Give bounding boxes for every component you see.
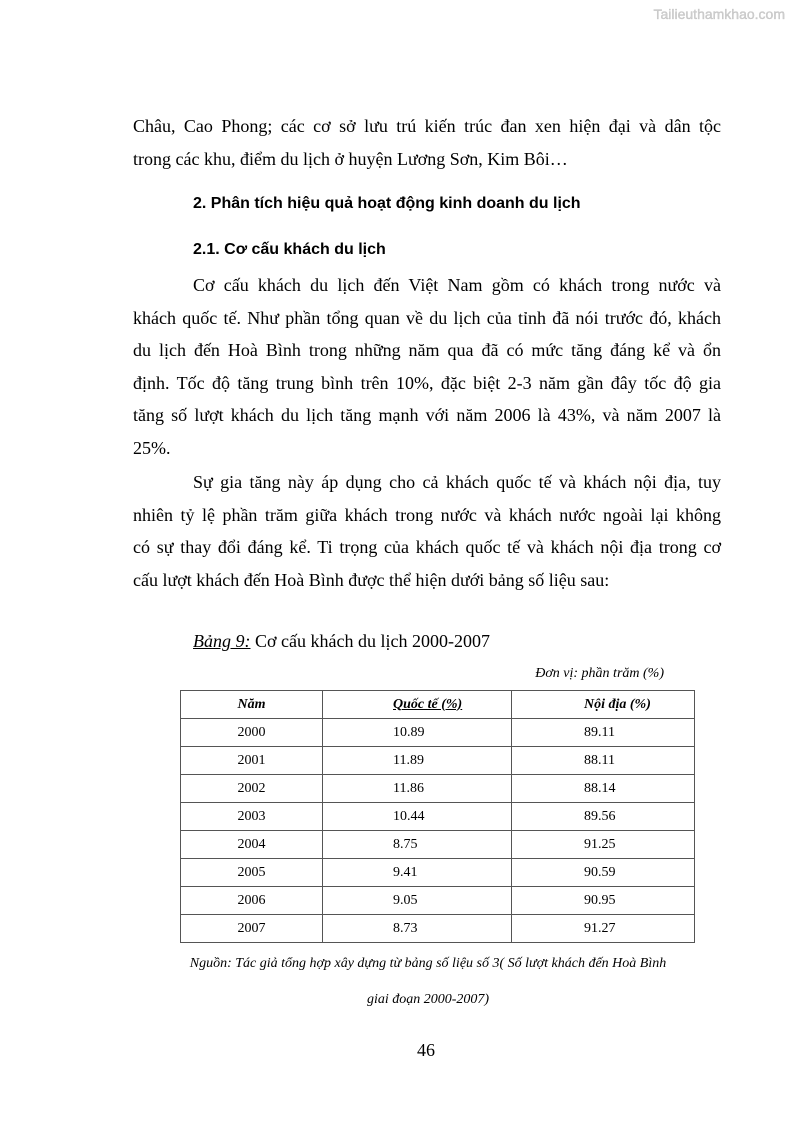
text-line: nhiên tỷ lệ phần trăm giữa khách trong nước và khách nước ngoài lại không [133,504,721,525]
subsection-heading: 2.1. Cơ cấu khách du lịch [193,241,386,258]
table-row [181,831,695,859]
header-international-label: Quốc tế (%) [393,696,463,712]
cell-year: 2004 [181,831,323,859]
text-line: có sự thay đổi đáng kể. Ti trọng của khách quốc tế và khách nội địa trong cơ [133,537,721,558]
cell-international: 11.89 [323,747,512,775]
text-line: 25%. [133,437,171,458]
cell-domestic: 88.11 [512,747,695,775]
text-line: du lịch đến Hoà Bình trong những năm qua đã có mức tăng đáng kể và ổn [133,340,721,361]
cell-domestic: 88.14 [512,775,695,803]
cell-year: 2001 [181,747,323,775]
table-caption-title: Cơ cấu khách du lịch 2000-2007 [250,631,490,651]
table-unit: Đơn vị: phần trăm (%) [535,666,664,681]
table-row [181,859,695,887]
data-table [180,690,695,943]
source-note [140,946,716,1018]
header-year: Năm [181,691,323,719]
intro-paragraph [133,110,721,175]
header-international [323,691,512,719]
cell-year: 2005 [181,859,323,887]
table-row [181,803,695,831]
source-note-line: giai đoạn 2000-2007) [366,992,490,1007]
cell-international: 10.44 [323,803,512,831]
cell-domestic: 89.11 [512,719,695,747]
cell-international: 9.41 [323,859,512,887]
text-line: tăng số lượt khách du lịch tăng mạnh với năm 2006 là 43%, và năm 2007 là [133,405,721,426]
section-heading: 2. Phân tích hiệu quả hoạt động kinh doanh du lịch [193,195,581,212]
cell-domestic: 90.95 [512,887,695,915]
text-line: khách quốc tế. Như phần tổng quan về du lịch của tỉnh đã nói trước đó, khách [133,307,721,328]
cell-year: 2003 [181,803,323,831]
text-line: cấu lượt khách đến Hoà Bình được thể hiện dưới bảng số liệu sau: [133,569,610,590]
paragraph-1 [133,269,721,465]
table-caption-label: Bảng 9: [193,631,251,651]
text-line: trong các khu, điểm du lịch ở huyện Lương Sơn, Kim Bôi… [133,148,568,169]
table-header-row [181,691,695,719]
cell-international: 8.75 [323,831,512,859]
cell-year: 2006 [181,887,323,915]
cell-international: 8.73 [323,915,512,943]
cell-year: 2007 [181,915,323,943]
text-line: Châu, Cao Phong; các cơ sở lưu trú kiến trúc đan xen hiện đại và dân tộc [133,116,721,136]
cell-domestic: 91.27 [512,915,695,943]
watermark: Tailieuthamkhao.com [653,6,785,22]
table-row [181,887,695,915]
text-line: định. Tốc độ tăng trung bình trên 10%, đặc biệt 2-3 năm gần đây tốc độ gia [133,372,721,393]
cell-domestic: 90.59 [512,859,695,887]
cell-year: 2000 [181,719,323,747]
cell-domestic: 89.56 [512,803,695,831]
table-row [181,719,695,747]
page-number: 46 [417,1040,435,1060]
cell-international: 11.86 [323,775,512,803]
table-caption [193,631,490,652]
table-row [181,747,695,775]
table-row [181,915,695,943]
paragraph-2 [133,466,721,596]
header-domestic: Nội địa (%) [512,691,695,719]
cell-international: 9.05 [323,887,512,915]
source-note-line: Nguồn: Tác giả tổng hợp xây dựng từ bảng số liệu số 3( Số lượt khách đến Hoà Bình [189,956,667,971]
text-line: Cơ cấu khách du lịch đến Việt Nam gồm có khách trong nước và [193,275,721,295]
cell-year: 2002 [181,775,323,803]
cell-international: 10.89 [323,719,512,747]
table-row [181,775,695,803]
text-line: Sự gia tăng này áp dụng cho cả khách quốc tế và khách nội địa, tuy [193,472,721,492]
cell-domestic: 91.25 [512,831,695,859]
table-body [181,719,695,943]
